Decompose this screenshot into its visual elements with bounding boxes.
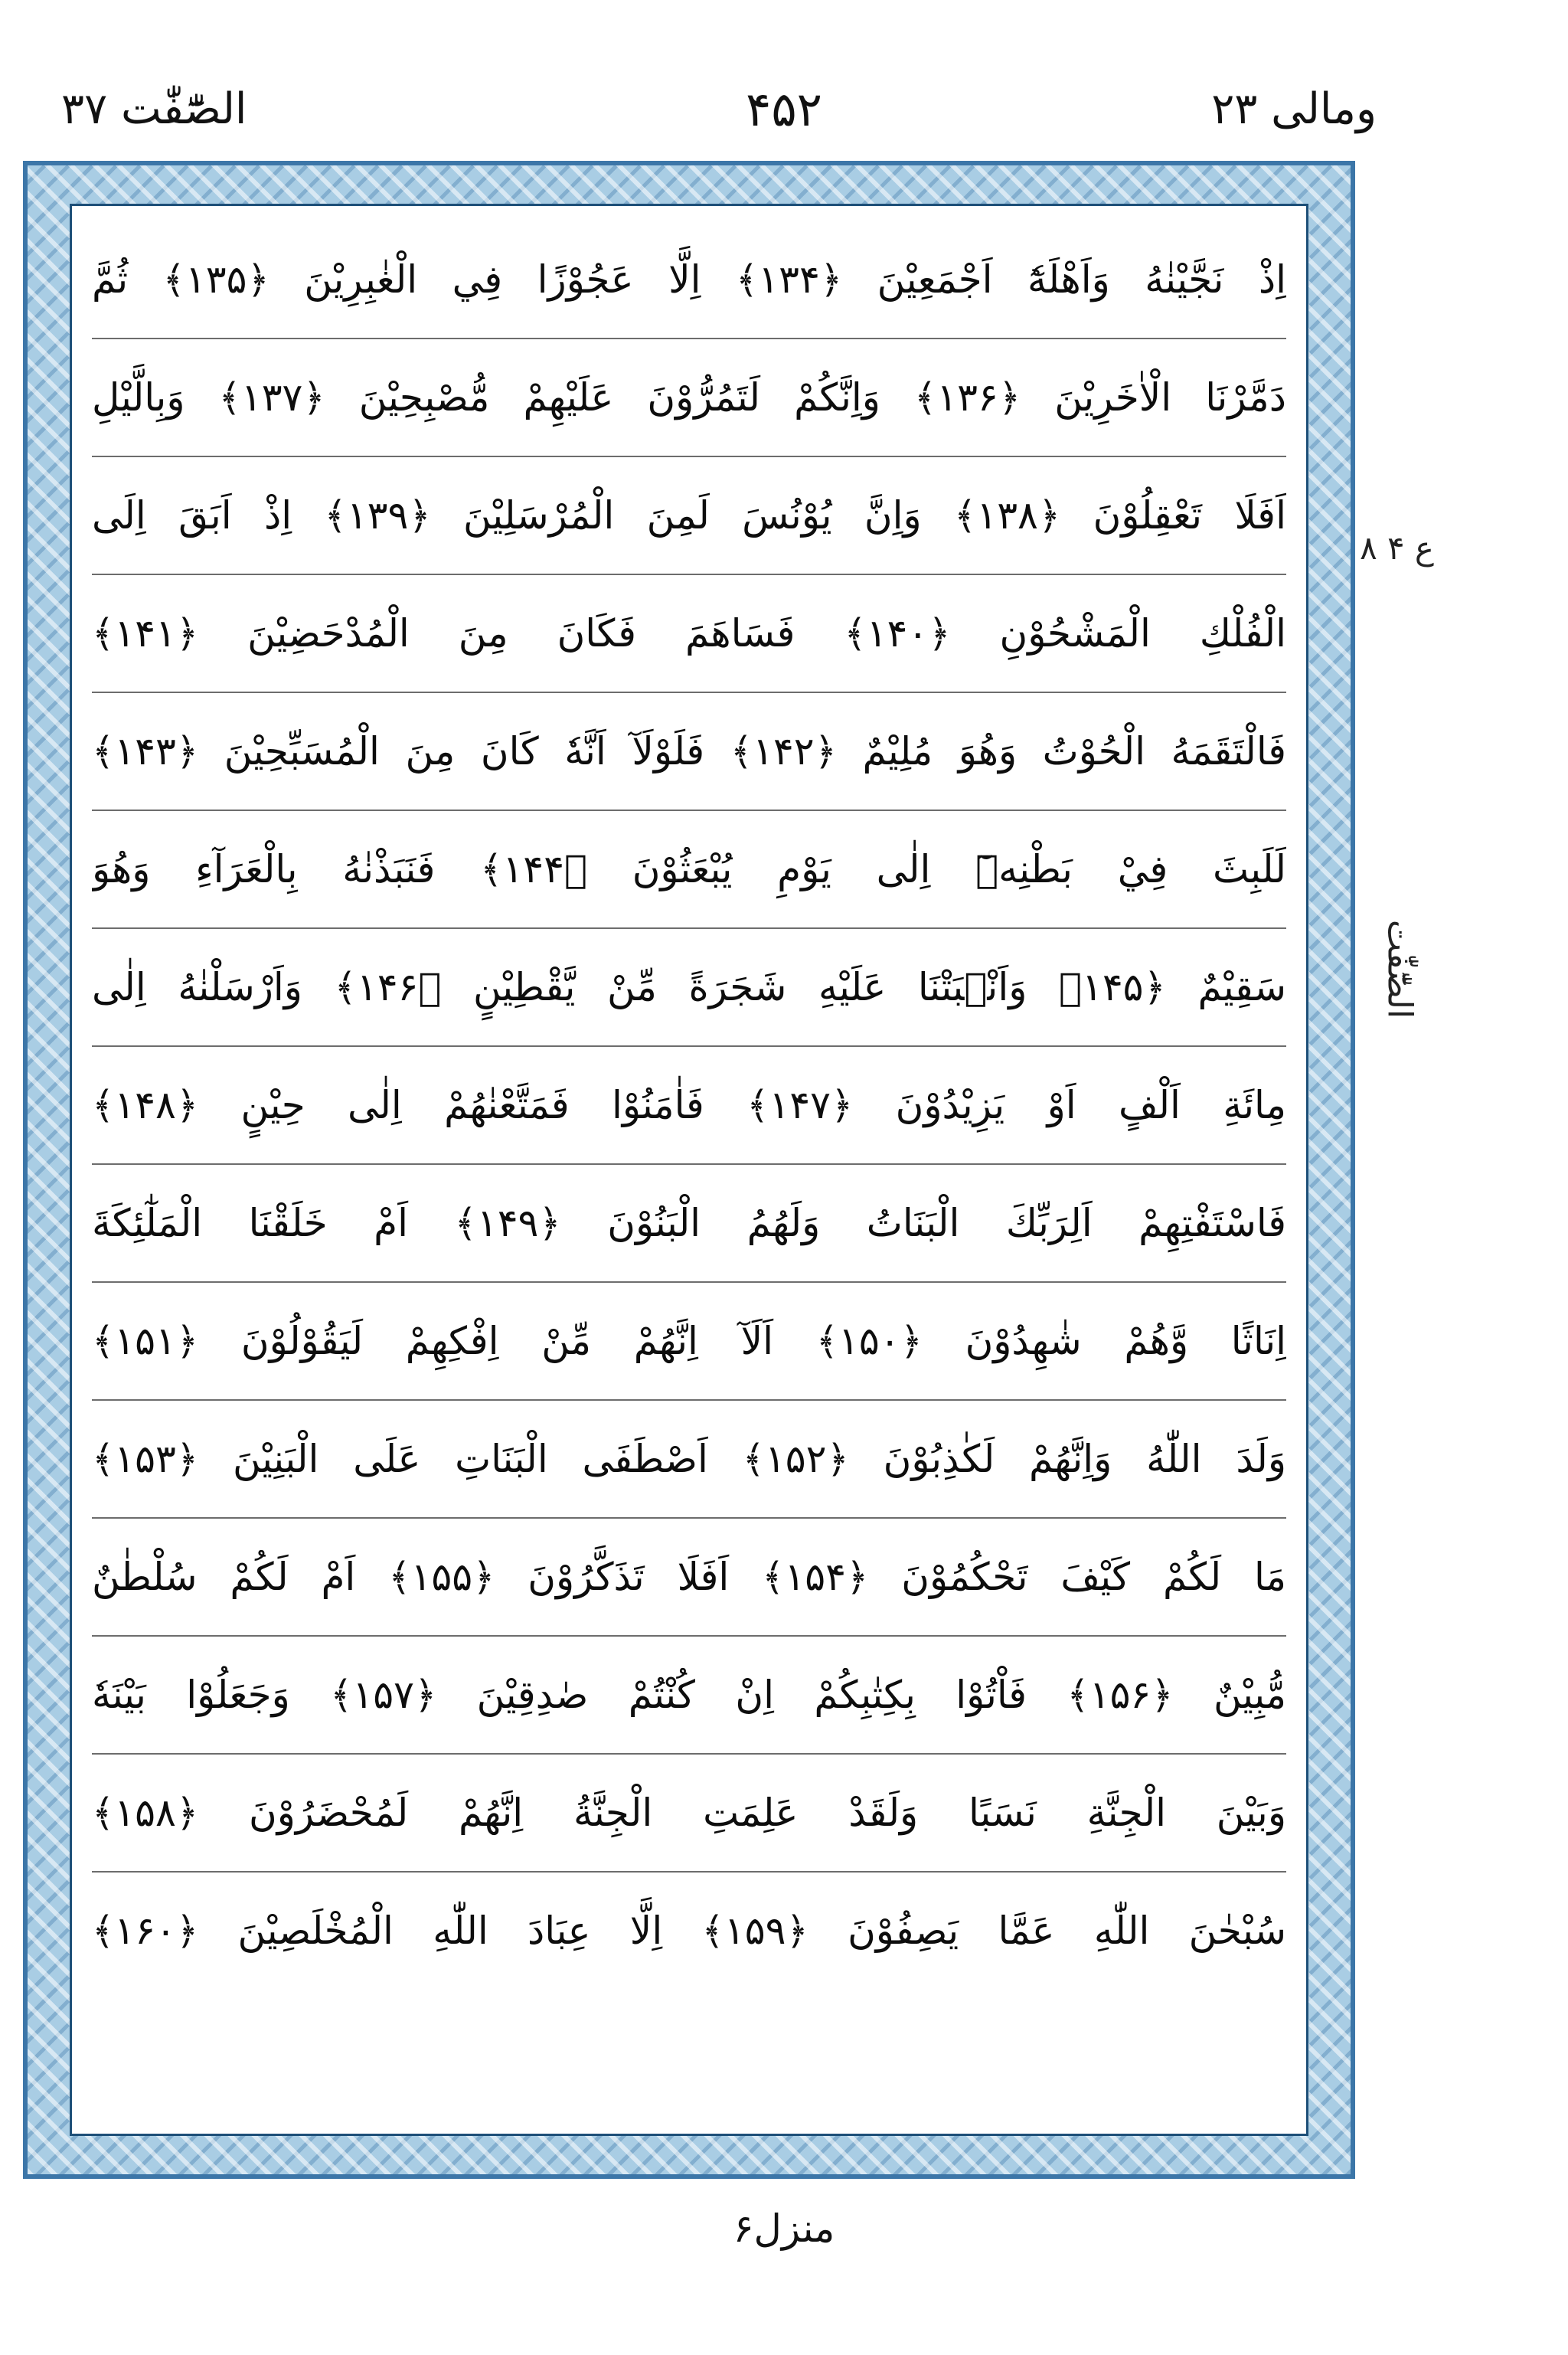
verse-text: سَقِيْمٌ ﴿۱۴۵﴾ وَاَنْۢبَتْنَا عَلَيْهِ شَجَرَةً مِّنْ يَّقْطِيْنٍ ﴿۱۴۶﴾ وَاَرْسَلْنٰهُ اِلٰى <box>92 965 1286 1009</box>
verse-line-1 <box>92 221 1286 338</box>
ruku-marker: ع ۴ ۸ <box>1360 529 1434 567</box>
verse-line-3 <box>92 457 1286 574</box>
verse-line-4 <box>92 575 1286 692</box>
verse-text: سُبْحٰنَ اللّٰهِ عَمَّا يَصِفُوْنَ ﴿۱۵۹﴾ اِلَّا عِبَادَ اللّٰهِ الْمُخْلَصِيْنَ ﴿۱۶۰﴾ <box>92 1909 1286 1953</box>
manzil-marker: منزل۶ <box>733 2206 835 2251</box>
verse-line-12 <box>92 1519 1286 1635</box>
verse-text: مَا لَكُمْ كَيْفَ تَحْكُمُوْنَ ﴿۱۵۴﴾ اَفَلَا تَذَكَّرُوْنَ ﴿۱۵۵﴾ اَمْ لَكُمْ سُلْطٰنٌ <box>92 1555 1286 1599</box>
verse-line-10 <box>92 1283 1286 1399</box>
verse-text: مُّبِيْنٌ ﴿۱۵۶﴾ فَاْتُوْا بِكِتٰبِكُمْ اِنْ كُنْتُمْ صٰدِقِيْنَ ﴿۱۵۷﴾ وَجَعَلُوْا بَيْنَهٗ <box>92 1673 1286 1717</box>
sura-name-header: الصّٰٓفّٰت ۳۷ <box>61 84 247 134</box>
verse-text: دَمَّرْنَا الْاٰخَرِيْنَ ﴿۱۳۶﴾ وَاِنَّكُمْ لَتَمُرُّوْنَ عَلَيْهِمْ مُّصْبِحِيْنَ ﴿۱۳۷﴾ وَبِالَّيْلِ <box>92 375 1286 420</box>
sura-name-margin: الصّٰٓفّٰت <box>1380 919 1419 1019</box>
verse-line-8 <box>92 1047 1286 1163</box>
verse-line-5 <box>92 693 1286 810</box>
verse-line-2 <box>92 339 1286 456</box>
verse-text: فَاسْتَفْتِهِمْ اَلِرَبِّكَ الْبَنَاتُ وَلَهُمُ الْبَنُوْنَ ﴿۱۴۹﴾ اَمْ خَلَقْنَا الْمَلٰٓئِكَةَ <box>92 1201 1286 1245</box>
verse-line-13 <box>92 1637 1286 1753</box>
verse-text: اِذْ نَجَّيْنٰهُ وَاَهْلَهٗٓ اَجْمَعِيْنَ ﴿۱۳۴﴾ اِلَّا عَجُوْزًا فِي الْغٰبِرِيْنَ ﴿۱۳۵﴾ ثُمَّ <box>92 257 1286 302</box>
verse-text: اِنَاثًا وَّهُمْ شٰهِدُوْنَ ﴿۱۵۰﴾ اَلَآ اِنَّهُمْ مِّنْ اِفْكِهِمْ لَيَقُوْلُوْنَ ﴿۱۵۱﴾ <box>92 1319 1286 1363</box>
verse-line-9 <box>92 1165 1286 1281</box>
verse-text: لَلَبِثَ فِيْ بَطْنِهٖٓ اِلٰى يَوْمِ يُبْعَثُوْنَ ﴿۱۴۴﴾ فَنَبَذْنٰهُ بِالْعَرَآءِ وَهُوَ <box>92 847 1286 891</box>
verse-panel <box>70 204 1308 2136</box>
para-name: ومالی ۲۳ <box>1211 84 1377 134</box>
page-border-frame <box>23 161 1355 2179</box>
verse-line-11 <box>92 1401 1286 1517</box>
page-number: ۴۵۲ <box>746 81 822 137</box>
verse-line-6 <box>92 811 1286 927</box>
verse-text: وَبَيْنَ الْجِنَّةِ نَسَبًا وَلَقَدْ عَلِمَتِ الْجِنَّةُ اِنَّهُمْ لَمُحْضَرُوْنَ ﴿۱۵۸﴾ <box>92 1791 1286 1835</box>
verse-line-15 <box>92 1873 1286 1989</box>
verse-text: اَفَلَا تَعْقِلُوْنَ ﴿۱۳۸﴾ وَاِنَّ يُوْنُسَ لَمِنَ الْمُرْسَلِيْنَ ﴿۱۳۹﴾ اِذْ اَبَقَ اِلَى <box>92 493 1286 538</box>
verse-line-14 <box>92 1755 1286 1871</box>
verse-line-7 <box>92 929 1286 1045</box>
verse-text: وَلَدَ اللّٰهُ وَاِنَّهُمْ لَكٰذِبُوْنَ ﴿۱۵۲﴾ اَصْطَفَى الْبَنَاتِ عَلَى الْبَنِيْنَ ﴿۱۵۳﴾ <box>92 1437 1286 1481</box>
verse-text: مِائَةِ اَلْفٍ اَوْ يَزِيْدُوْنَ ﴿۱۴۷﴾ فَاٰمَنُوْا فَمَتَّعْنٰهُمْ اِلٰى حِيْنٍ ﴿۱۴۸﴾ <box>92 1083 1286 1127</box>
verse-text: الْفُلْكِ الْمَشْحُوْنِ ﴿۱۴۰﴾ فَسَاهَمَ فَكَانَ مِنَ الْمُدْحَضِيْنَ ﴿۱۴۱﴾ <box>92 611 1286 656</box>
verse-text: فَالْتَقَمَهُ الْحُوْتُ وَهُوَ مُلِيْمٌ ﴿۱۴۲﴾ فَلَوْلَآ اَنَّهٗ كَانَ مِنَ الْمُسَبِّحِيْنَ ﴿۱۴۳﴾ <box>92 729 1286 774</box>
